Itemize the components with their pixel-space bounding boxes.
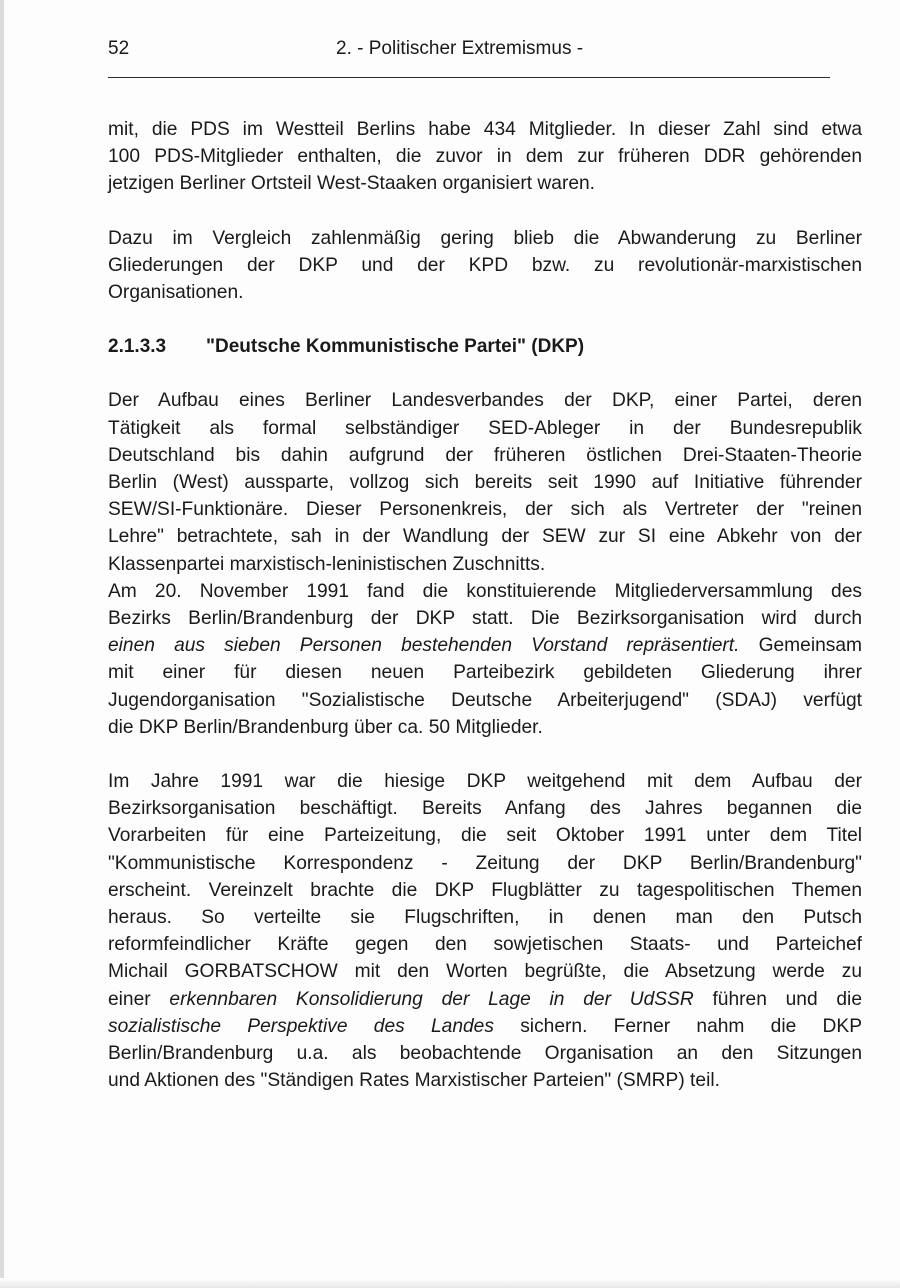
text-line: mit, die PDS im Westteil Berlins habe 434 Mitglieder. In dieser Zahl sind etwa — [108, 119, 862, 140]
text-line: Deutschland bis dahin aufgrund der früheren östlichen Drei-Staaten-Theorie — [108, 444, 862, 466]
page-header — [108, 38, 830, 66]
text-line: Jugendorganisation "Sozialistische Deutsche Arbeiterjugend" (SDAJ) verfügt — [108, 689, 862, 711]
text-line: Gliederungen der DKP und der KPD bzw. zu revolutionär-marxistischen — [108, 254, 862, 276]
italic-text: erkennbaren Konsolidierung der Lage in der UdSSR — [169, 988, 694, 1010]
text-line: Klassenpartei marxistisch-leninistischen Zuschnitts. — [108, 553, 546, 575]
section-title: "Deutsche Kommunistische Partei" (DKP) — [206, 336, 585, 358]
text-line: SEW/SI-Funktionäre. Dieser Personenkreis, der sich als Vertreter der "reinen — [108, 499, 862, 521]
paragraph-abwanderung — [108, 225, 862, 307]
text-line: und Aktionen des "Ständigen Rates Marxistischer Parteien" (SMRP) teil. — [108, 1070, 720, 1092]
section-heading — [108, 333, 862, 360]
text-line: erscheint. Vereinzelt brachte die DKP Flugblätter zu tagespolitischen Themen — [108, 879, 862, 901]
italic-text: einen aus sieben Personen bestehenden Vorstand repräsentiert. — [108, 635, 740, 657]
paragraph-mitgliederversammlung — [108, 578, 862, 741]
text-segment: führen und die — [693, 988, 862, 1010]
text-line: jetzigen Berliner Ortsteil West-Staaken organisiert waren. — [108, 173, 596, 195]
page-left-edge — [0, 0, 4, 1288]
text-line: Der Aufbau eines Berliner Landesverbandes der DKP, einer Partei, deren — [108, 390, 862, 412]
running-title: 2. - Politischer Extremismus - — [336, 38, 584, 59]
text-line: Tätigkeit als formal selbständiger SED-Ableger in der Bundesrepublik — [108, 417, 862, 439]
text-line: Michail GORBATSCHOW mit den Worten begrüßte, die Absetzung werde zu — [108, 961, 862, 983]
text-segment: Gemeinsam — [739, 635, 862, 657]
text-line: "Kommunistische Korrespondenz - Zeitung der DKP Berlin/Brandenburg" — [108, 852, 862, 874]
text-line: Lehre" betrachtete, sah in der Wandlung der SEW zur SI eine Abkehr von der — [108, 526, 862, 548]
italic-text: sozialistische Perspektive des Landes — [108, 1015, 494, 1037]
body-text — [108, 116, 862, 1094]
header-rule — [108, 77, 830, 78]
paragraph-gap — [108, 306, 862, 333]
text-line: Dazu im Vergleich zahlenmäßig gering blieb die Abwanderung zu Berliner — [108, 227, 862, 249]
text-line: Vorarbeiten für eine Parteizeitung, die seit Oktober 1991 unter dem Titel — [108, 825, 862, 847]
page-number: 52 — [108, 38, 130, 59]
text-line: reformfeindlicher Kräfte gegen den sowjetischen Staats- und Parteichef — [108, 934, 862, 956]
text-segment: einer — [108, 988, 170, 1010]
text-line: Bezirks Berlin/Brandenburg der DKP statt. Die Bezirksorganisation wird durch — [108, 608, 862, 630]
text-line: Berlin/Brandenburg u.a. als beobachtende Organisation an den Sitzungen — [108, 1043, 862, 1065]
text-line: Berlin (West) aussparte, vollzog sich bereits seit 1990 auf Initiative führender — [108, 472, 862, 494]
paragraph-dkp-aufbau — [108, 387, 862, 577]
text-line: heraus. So verteilte sie Flugschriften, in denen man den Putsch — [108, 907, 862, 929]
section-number: 2.1.3.3 — [108, 336, 167, 358]
paragraph-aufbau-1991 — [108, 768, 862, 1094]
text-segment: sichern. Ferner nahm die DKP — [493, 1015, 862, 1037]
text-line: mit einer für diesen neuen Parteibezirk gebildeten Gliederung ihrer — [108, 662, 862, 684]
paragraph-gap — [108, 360, 862, 387]
paragraph-pds-members — [108, 116, 862, 198]
paragraph-gap — [108, 741, 862, 768]
text-line: Am 20. November 1991 fand die konstituierende Mitgliederversammlung des — [108, 580, 862, 602]
text-line: 100 PDS-Mitglieder enthalten, die zuvor in dem zur früheren DDR gehörenden — [108, 146, 862, 168]
text-line: Organisationen. — [108, 282, 244, 304]
paragraph-gap — [108, 198, 862, 225]
text-line: die DKP Berlin/Brandenburg über ca. 50 Mitglieder. — [108, 716, 543, 738]
text-line — [108, 1013, 862, 1040]
text-line — [108, 632, 862, 659]
text-line: Im Jahre 1991 war die hiesige DKP weitgehend mit dem Aufbau der — [108, 771, 862, 793]
page-bottom-edge — [0, 1278, 900, 1288]
text-line — [108, 986, 862, 1013]
text-line: Bezirksorganisation beschäftigt. Bereits Anfang des Jahres begannen die — [108, 798, 862, 820]
